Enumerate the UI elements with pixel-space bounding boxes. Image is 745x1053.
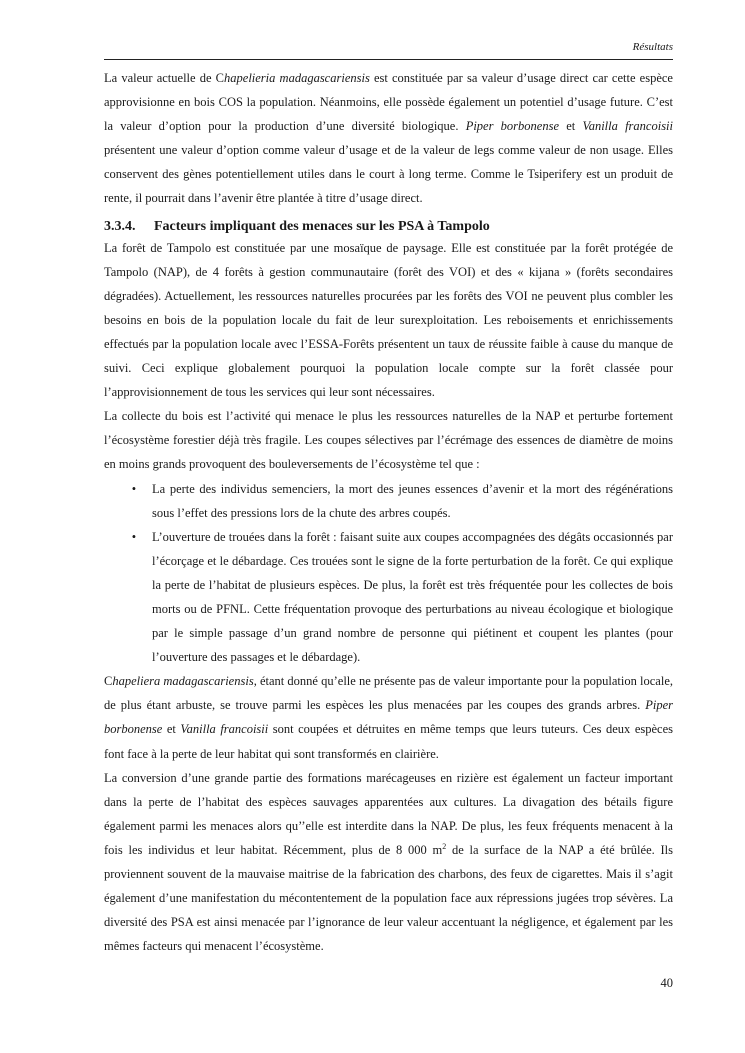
list-item: • La perte des individus semenciers, la mort des jeunes essences d’avenir et la mort des régénérations sous l’effet des pressions lors de la chute des arbres coupés. (104, 477, 673, 525)
paragraph-threatened-species: Chapeliera madagascariensis, étant donné qu’elle ne présente pas de valeur importante pour la population locale, de plus étant arbuste, se trouve parmi les espèces les plus menacées par les coupes des grands arbres. Piper borbonense et Vanilla francoisii sont coupées et détruites en même temps que leurs tuteurs. Ces deux espèces font face à la perte de leur habitat qui sont transformés en clairière. (104, 674, 673, 761)
species-name: Vanilla francoisii (582, 119, 673, 134)
list-item: • L’ouverture de trouées dans la forêt : faisant suite aux coupes accompagnées des dégâts occasionnés par l’écorçage et le débardage. Ces trouées sont le signe de la forte perturbation de la forêt. Ce qui explique la perte de l’habitat de plusieurs espèces. De plus, la forêt est très fréquentée pour les collectes de bois morts ou de PFNL. Cette fréquentation provoque des perturbations au niveau écologique et biologique par le simple passage d’un grand nombre de personne qui piétinent et coupent les plantes (pour l’ouverture des passages et le débardage). (104, 525, 673, 670)
paragraph-value-chapelieria: La valeur actuelle de Chapelieria madagascariensis est constituée par sa valeur d’usage direct car cette espèce approvisionne en bois COS la population. Néanmoins, elle possède également un potentiel d’usage future. C’est la valeur d’option pour la production d’une diversité biologique. Piper borbonense et Vanilla francoisii présentent une valeur d’option comme valeur d’usage et de la valeur de legs comme valeur de non usage. Elles conservent des gènes potentiellement utiles dans le court à long terme. Comme le Tsiperifery est un produit de rente, il pourrait dans l’avenir être plantée à titre d’usage direct. (104, 71, 673, 206)
bullet-icon: • (131, 481, 137, 496)
paragraph-habitat-conversion: La conversion d’une grande partie des formations marécageuses en rizière est également un facteur important dans la perte de l’habitat des espèces sauvages apparentées aux cultures. La divagation des bétails figure également parmi les menaces alors qu’’elle est interdite dans la NAP. De plus, les feux fréquents menacent à la fois les individus et leur habitat. Récemment, plus de 8 000 $m^2$ de la surface de la NAP a été brûlée. Ils proviennent souvent de la mauvaise maitrise de la fabrication des charbons, des feux de cigarettes. Mais il s’agit également d’une manifestation du mécontentement de la population face aux répressions jugées trop sévères. La diversité des PSA est ainsi menacée par l’ignorance de leur valeur accentuant la négligence, et également par les mêmes facteurs qui menacent l’écosystème. (104, 770, 673, 954)
header-rule (104, 59, 673, 60)
body-text (104, 66, 673, 958)
superscript: 2 (442, 841, 447, 851)
species-name: Piper borbonense (465, 119, 559, 134)
paragraph-wood-collection: La collecte du bois est l’activité qui menace le plus les ressources naturelles de la NAP et perturbe fortement l’écosystème forestier déjà très fragile. Les coupes sélectives par l’écrémage des essences de diamètre de moins en moins grands provoquent des bouleversements de l’écosystème tel que : (104, 409, 673, 472)
bullet-list (104, 477, 673, 670)
section-heading (104, 218, 673, 236)
species-name: Vanilla francoisii (180, 722, 269, 737)
paragraph-tampolo-forest: La forêt de Tampolo est constituée par une mosaïque de paysage. Elle est constituée par la forêt protégée de Tampolo (NAP), de 4 forêts à gestion communautaire (forêt des VOI) et des « kijana » (forêts secondaires dégradées). Actuellement, les ressources naturelles procurées par les forêts des VOI ne peuvent plus combler les besoins en bois de la population locale du fait de leur surexploitation. Les reboisements et enrichissements effectués par la population locale avec l’ESSA-Forêts présentent un taux de réussite faible à cause du manque de suivi. Ceci explique globalement pourquoi la population locale compte sur la forêt classée pour l’approvisionnement de tous les services qui leur sont nécessaires. (104, 240, 673, 400)
running-header: Résultats (632, 41, 673, 53)
bullet-icon: • (131, 529, 137, 544)
species-name: hapelieria madagascariensis (224, 71, 370, 85)
section-title: Facteurs impliquant des menaces sur les PSA à Tampolo (154, 218, 490, 234)
species-name: Piper borbonense (104, 698, 673, 737)
section-number: 3.3.4. (104, 218, 136, 234)
page-number: 40 (660, 976, 673, 990)
species-name: hapeliera madagascariensis (112, 674, 254, 689)
